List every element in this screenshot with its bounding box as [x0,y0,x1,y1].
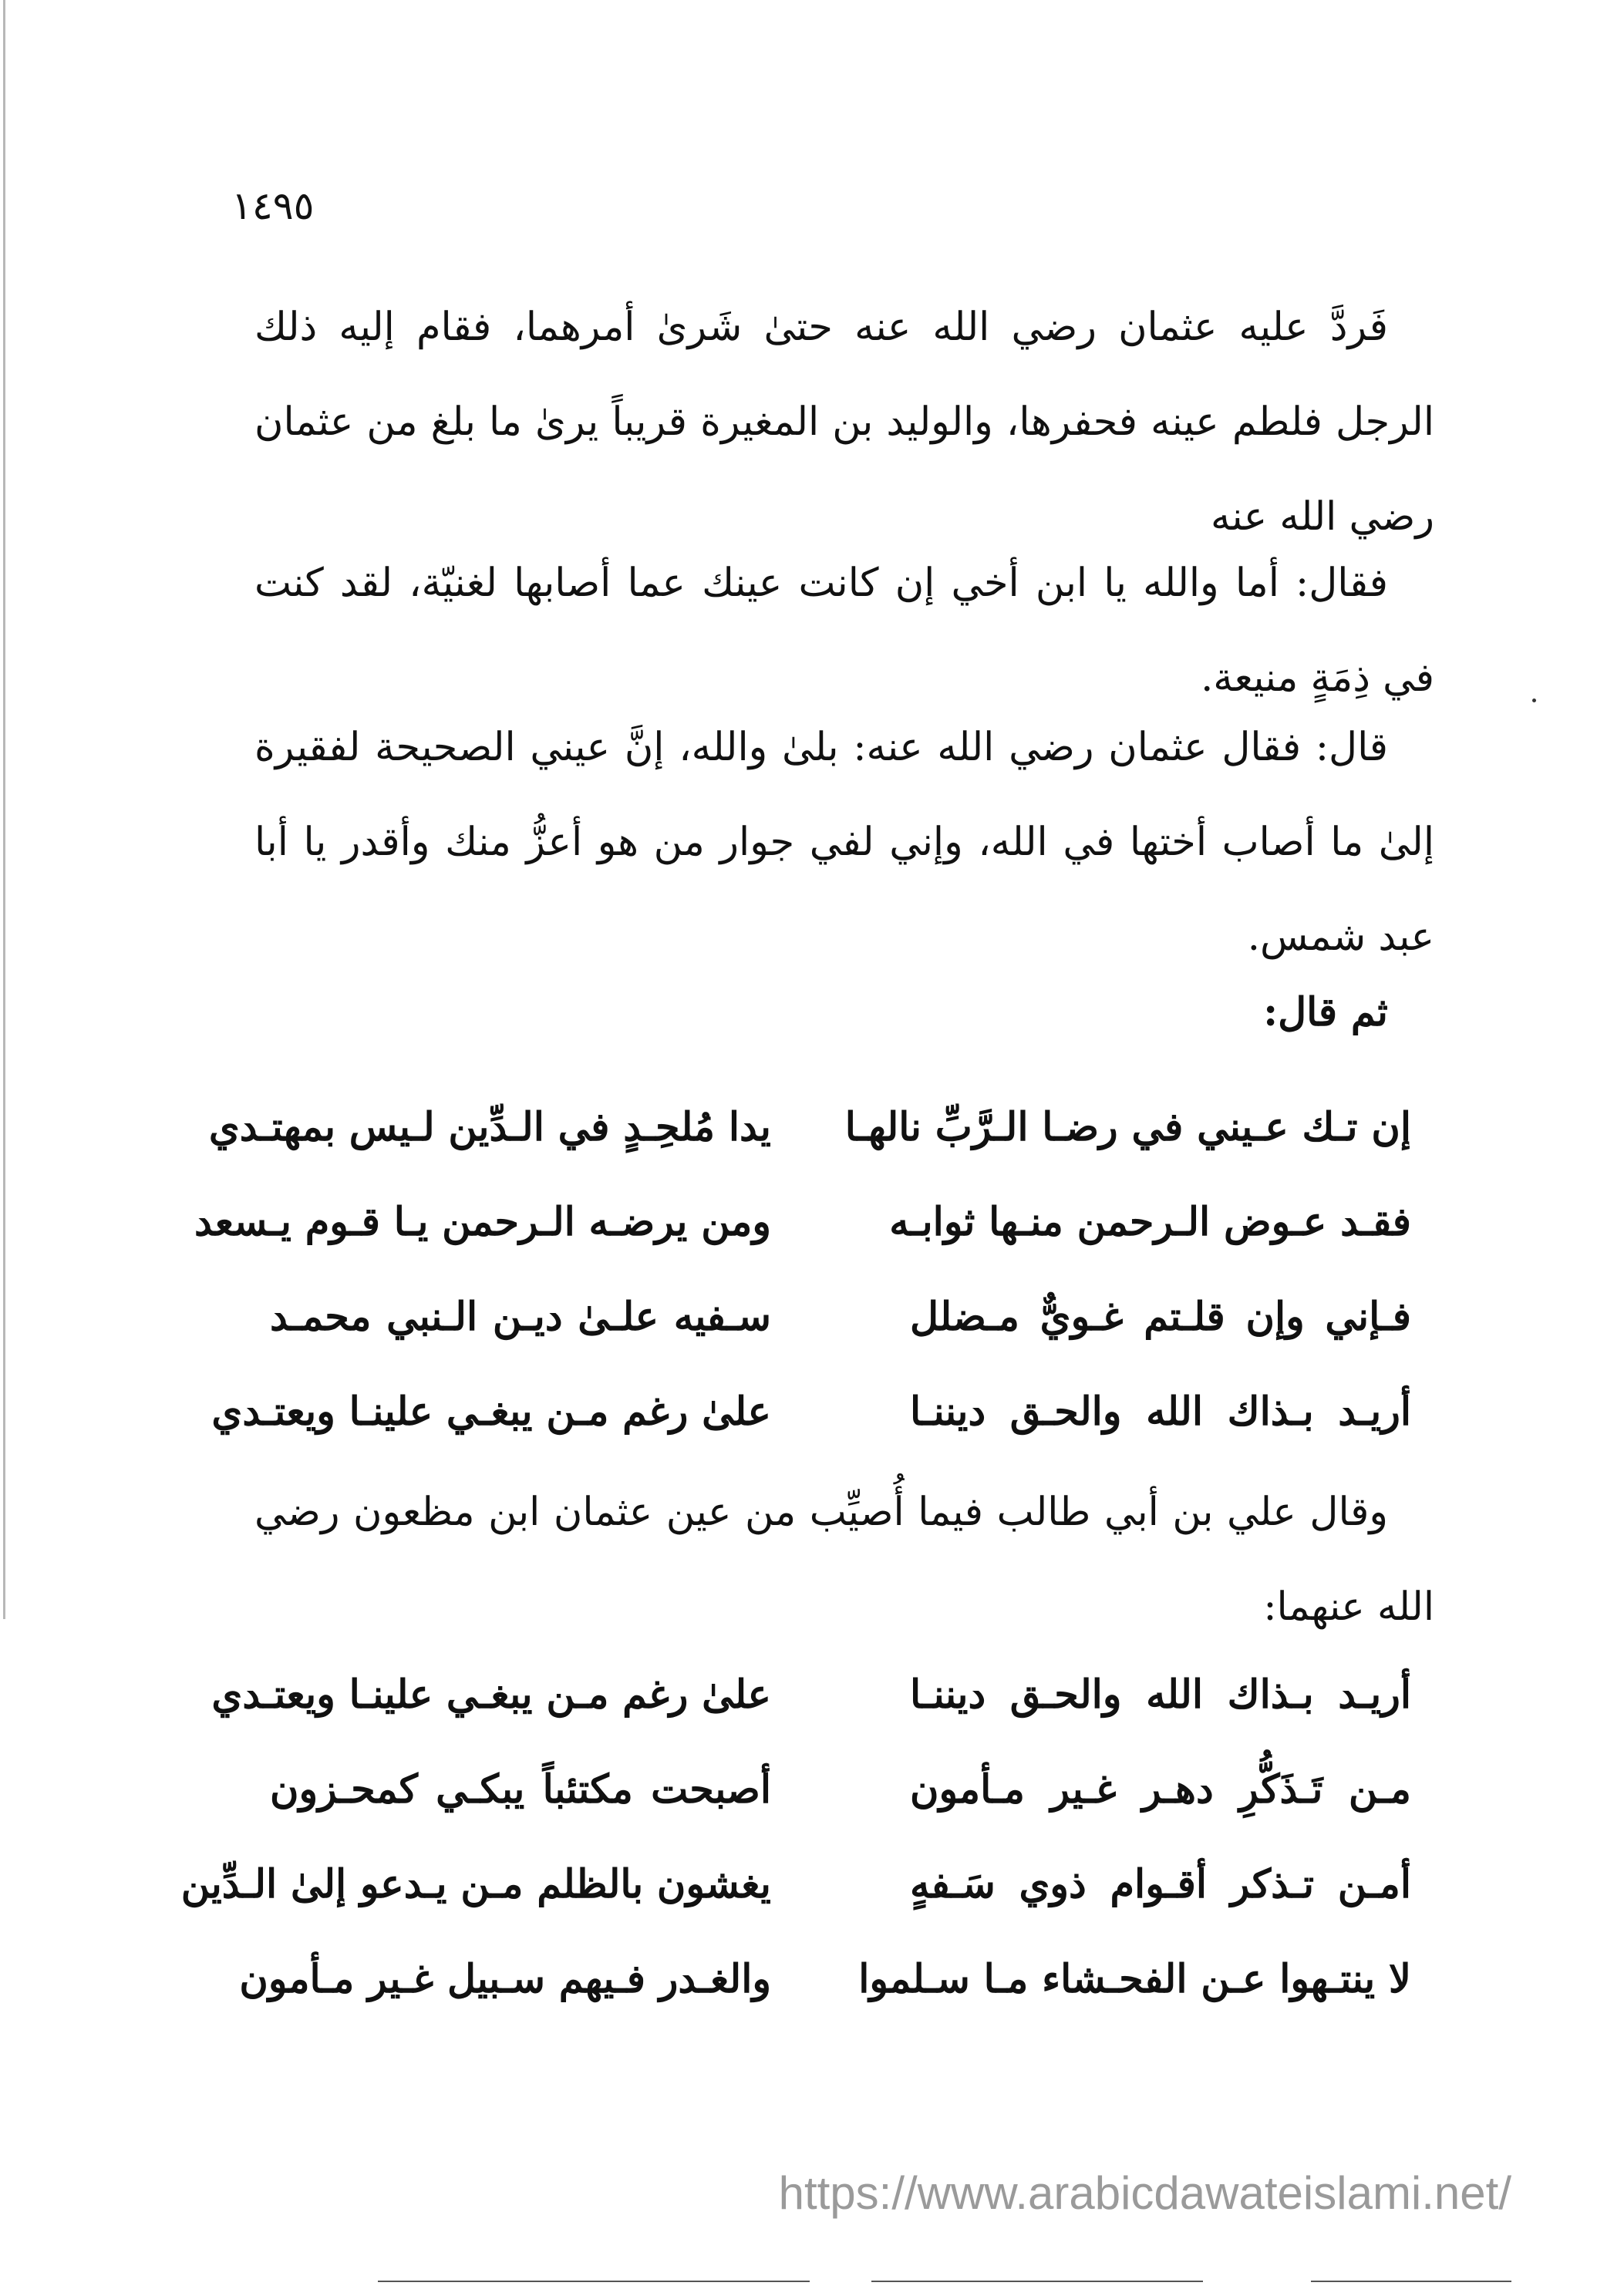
footer-rule [1311,2281,1511,2282]
verse-first-hemistich: مـن تَـذَكُّرِ دهـر غـير مـأمون [910,1766,1411,1813]
poem1-verse [194,1183,1434,1261]
website-watermark: https://www.arabicdawateislami.net/ [778,2167,1511,2219]
verse-first-hemistich: إن تـك عـيني في رضـا الـرَّبِّ نالهـا [844,1104,1411,1150]
verse-first-hemistich: فقـد عـوض الـرحمن منـها ثوابـه [889,1199,1411,1245]
verse-first-hemistich: لا ينتـهوا عـن الفحـشاء مـا سـلموا [858,1956,1411,2002]
footer-rule [871,2281,1203,2282]
poem2-verse [254,1751,1434,1828]
verse-second-hemistich: ومن يرضـه الـرحمن يـا قـوم يـسعد [194,1199,771,1245]
poem2-verse [239,1941,1434,2018]
footer-rule [378,2281,810,2282]
paragraph-3: قال: فقال عثمان رضي الله عنه: بلىٰ والله، إنَّ عيني الصحيحة لفقيرة إلىٰ ما أصاب أختها في الله، وإني لفي جوار من هو أعزُّ منك وأقدر يا أبا عبد شمس. [254,725,1434,960]
poem-intro: ثم قال: [1263,989,1388,1035]
page-number: ١٤٩٥ [231,183,315,228]
verse-second-hemistich: أصبحت مكتئباً يبكـي كمحـزون [270,1766,771,1813]
scan-speck [1532,699,1536,702]
paragraph-1: فَردَّ عليه عثمان رضي الله عنه حتىٰ شَرىٰ أمرهما، فقام إليه ذلك الرجل فلطم عينه فحفرها، والوليد بن المغيرة قريباً يرىٰ ما بلغ من عثمان رضي الله عنه [254,305,1434,540]
paragraph-2: فقال: أما والله يا ابن أخي إن كانت عينك عما أصابها لغنيّة، لقد كنت في ذِمَةٍ منيعة. [254,561,1434,701]
poem1-verse [254,1278,1434,1355]
verse-second-hemistich: يدا مُلحِـدٍ في الـدِّين لـيس بمهتـدي [208,1104,771,1150]
poem2-verse [211,1656,1434,1733]
poem1-verse [208,1089,1434,1166]
poem1-verse [211,1373,1434,1450]
paragraph-4: وقال علي بن أبي طالب فيما أُصيِّب من عين عثمان ابن مظعون رضي الله عنهما: [254,1490,1434,1630]
verse-first-hemistich: فـإني وإن قلـتم غـويٌّ مـضلل [910,1294,1411,1340]
verse-first-hemistich: أمـن تـذكر أقـوام ذوي سَـفهٍ [910,1861,1411,1907]
verse-second-hemistich: علىٰ رغم مـن يبغـي علينـا ويعتـدي [211,1389,771,1435]
poem2-verse [180,1846,1434,1923]
verse-second-hemistich: يغشون بالظلم مـن يـدعو إلىٰ الـدِّين [180,1861,771,1907]
page-edge-shadow [3,0,5,1619]
verse-first-hemistich: أريـد بـذاك الله والحـق ديننـا [910,1672,1411,1718]
verse-second-hemistich: والغـدر فـيهم سـبيل غـير مـأمون [239,1956,771,2002]
verse-second-hemistich: علىٰ رغم مـن يبغـي علينـا ويعتـدي [211,1672,771,1718]
verse-first-hemistich: أريـد بـذاك الله والحـق ديننـا [910,1389,1411,1435]
verse-second-hemistich: سـفيه علـىٰ ديـن الـنبي محمـد [270,1294,771,1340]
